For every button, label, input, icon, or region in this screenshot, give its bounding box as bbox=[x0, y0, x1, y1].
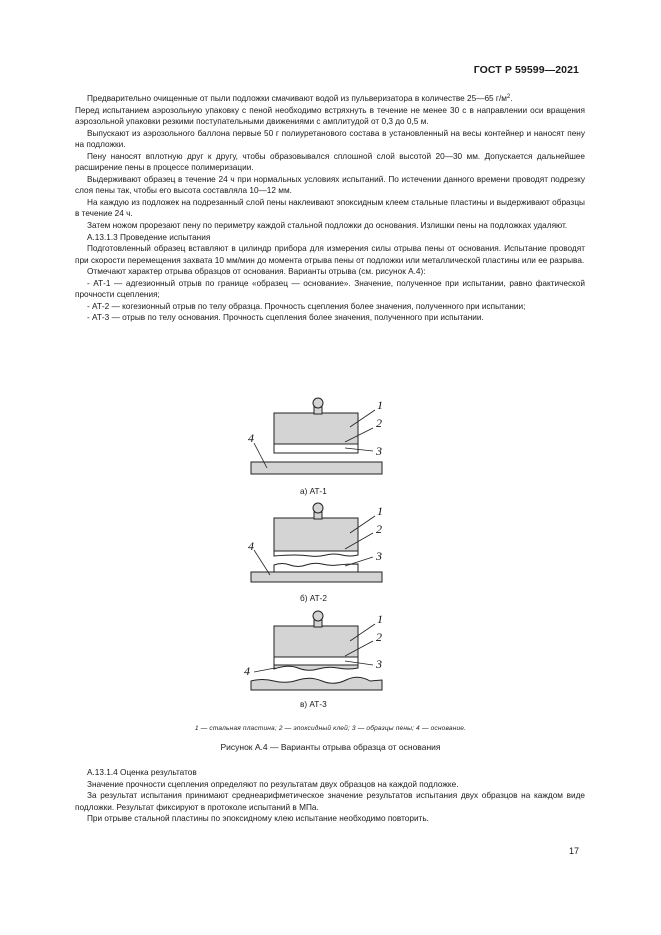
base-at2 bbox=[251, 572, 382, 582]
foam-upper-at2 bbox=[274, 551, 358, 556]
callout-4-at1: 4 bbox=[248, 431, 254, 445]
grip-knob-at3 bbox=[313, 611, 323, 621]
callout-2-at1: 2 bbox=[376, 416, 382, 430]
leader-2-at1 bbox=[345, 428, 373, 442]
figure-legend: 1 — стальная пластина; 2 — эпоксидный клей; 3 — образцы пены; 4 — основание. bbox=[194, 725, 467, 732]
callout-2-at2: 2 bbox=[376, 522, 382, 536]
leader-1-at2 bbox=[350, 516, 375, 533]
diagram-at3 bbox=[244, 611, 383, 690]
callout-3-at3: 3 bbox=[376, 657, 382, 671]
callout-1-at1: 1 bbox=[377, 398, 383, 412]
document-code: ГОСТ Р 59599—2021 bbox=[473, 64, 579, 76]
leader-1-at3 bbox=[350, 624, 375, 641]
subfigure-label-a: а) АТ-1 bbox=[300, 487, 327, 496]
foam-lower-at2 bbox=[274, 563, 358, 572]
foam-at1 bbox=[274, 444, 358, 453]
foam-at3 bbox=[274, 657, 358, 665]
paragraph-4: Пену наносят вплотную друг к другу, чтобы образовывался сплошной слой высотой 20—30 мм. Допускается дальнейшее расширение пены в процессе полимеризации. bbox=[75, 151, 585, 173]
paragraph-8: Подготовленный образец вставляют в цилиндр прибора для измерения силы отрыва пены от основания. Испытание проводят при скорости перемещения захвата 10 мм/мин до момента отрыва пены от подложки или металлической пластины или ее разрыва. bbox=[75, 244, 585, 265]
leader-2-at3 bbox=[345, 641, 373, 656]
subfigure-label-b: б) АТ-2 bbox=[300, 594, 327, 603]
grip-neck-at2 bbox=[314, 512, 322, 519]
results-paragraph-3: При отрыве стальной пластины по эпоксидному клею испытание необходимо повторить. bbox=[87, 814, 429, 824]
paragraph-1 bbox=[75, 93, 585, 105]
section-heading: А.13.1.3 Проведение испытания bbox=[87, 232, 211, 242]
leader-4-at3 bbox=[254, 668, 275, 672]
steel-plate-at1 bbox=[274, 413, 358, 444]
leader-4-at1 bbox=[254, 443, 267, 468]
variant-at2: - АТ-2 — когезионный отрыв по телу образца. Прочность сцепления более значения, полученного при испытании; bbox=[87, 301, 526, 311]
leader-3-at2 bbox=[345, 557, 373, 566]
base-at1 bbox=[251, 462, 382, 474]
body-text bbox=[75, 93, 585, 324]
leader-2-at2 bbox=[345, 533, 373, 549]
steel-plate-at2 bbox=[274, 518, 358, 551]
variant-at3: - АТ-3 — отрыв по телу основания. Прочность сцепления более значения, полученного при испытании. bbox=[87, 313, 484, 323]
grip-neck-at1 bbox=[314, 407, 322, 414]
paragraph-3: Выпускают из аэрозольного баллона первые 50 г полиуретанового состава в установленный на весы контейнер и наносят пену на подложки. bbox=[75, 128, 585, 150]
callout-1-at3: 1 bbox=[377, 612, 383, 626]
paragraph-1-end: . bbox=[510, 94, 513, 103]
subfigure-label-c: в) АТ-3 bbox=[300, 700, 327, 709]
leader-1-at1 bbox=[350, 410, 375, 427]
superscript: 2 bbox=[506, 94, 511, 100]
callout-3-at1: 3 bbox=[376, 444, 382, 458]
results-heading: А.13.1.4 Оценка результатов bbox=[87, 768, 197, 777]
paragraph-2: Перед испытанием аэрозольную упаковку с пеной необходимо встряхнуть в течение не менее 30 с в направлении оси вращения аэрозольной упаковки резкими поступательными движениями с амплитудой от 0,3 до 0,5 м. bbox=[75, 105, 585, 127]
diagram-at1 bbox=[248, 398, 383, 474]
paragraph-5: Выдерживают образец в течение 24 ч при нормальных условиях испытаний. По истечении данного времени проводят подрезку слоя пены так, чтобы его высота составляла 10—12 мм. bbox=[75, 174, 585, 196]
leader-3-at3 bbox=[345, 661, 373, 665]
variant-at1: - АТ-1 — адгезионный отрыв по границе «образец — основание». Значение, полученное при испытании, равно фактической прочности сцепления; bbox=[75, 278, 585, 300]
callout-2-at3: 2 bbox=[376, 630, 382, 644]
steel-plate-at3 bbox=[274, 626, 358, 657]
callout-4-at2: 4 bbox=[248, 539, 254, 553]
page-number: 17 bbox=[568, 846, 579, 856]
leader-4-at2 bbox=[254, 550, 270, 575]
callout-1-at2: 1 bbox=[377, 504, 383, 518]
grip-neck-at3 bbox=[314, 620, 322, 627]
results-section bbox=[75, 767, 585, 825]
diagram-at2 bbox=[248, 503, 383, 582]
paragraph-6: На каждую из подложек на подрезанный слой пены наклеивают эпоксидным клеем стальные пластины и выдерживают образцы в течение 24 ч. bbox=[75, 197, 585, 219]
leader-3-at1 bbox=[345, 448, 373, 451]
figure-caption: Рисунок А.4 — Варианты отрыва образца от основания bbox=[220, 742, 441, 752]
callout-4-at3: 4 bbox=[244, 664, 250, 678]
results-paragraph-2: За результат испытания принимают среднеарифметическое значение результатов испытания двух образцов на каждом виде подложки. Результат фиксируют в протоколе испытаний в МПа. bbox=[75, 791, 585, 812]
callout-3-at2: 3 bbox=[376, 549, 382, 563]
results-paragraph-1: Значение прочности сцепления определяют по результатам двух образцов на каждой подложке. bbox=[87, 779, 459, 789]
paragraph-1-text: Предварительно очищенные от пыли подложки смачивают водой из пульверизатора в количестве 25—65 г/м bbox=[87, 94, 507, 103]
base-at3 bbox=[251, 677, 382, 690]
paragraph-7: Затем ножом прорезают пену по периметру каждой стальной подложки до основания. Излишки пены на подложках удаляют. bbox=[87, 221, 568, 231]
base-fragment-at3 bbox=[274, 665, 358, 670]
grip-knob-at1 bbox=[313, 398, 323, 408]
grip-knob-at2 bbox=[313, 503, 323, 513]
paragraph-9: Отмечают характер отрыва образцов от основания. Варианты отрыва (см. рисунок А.4): bbox=[87, 267, 426, 277]
